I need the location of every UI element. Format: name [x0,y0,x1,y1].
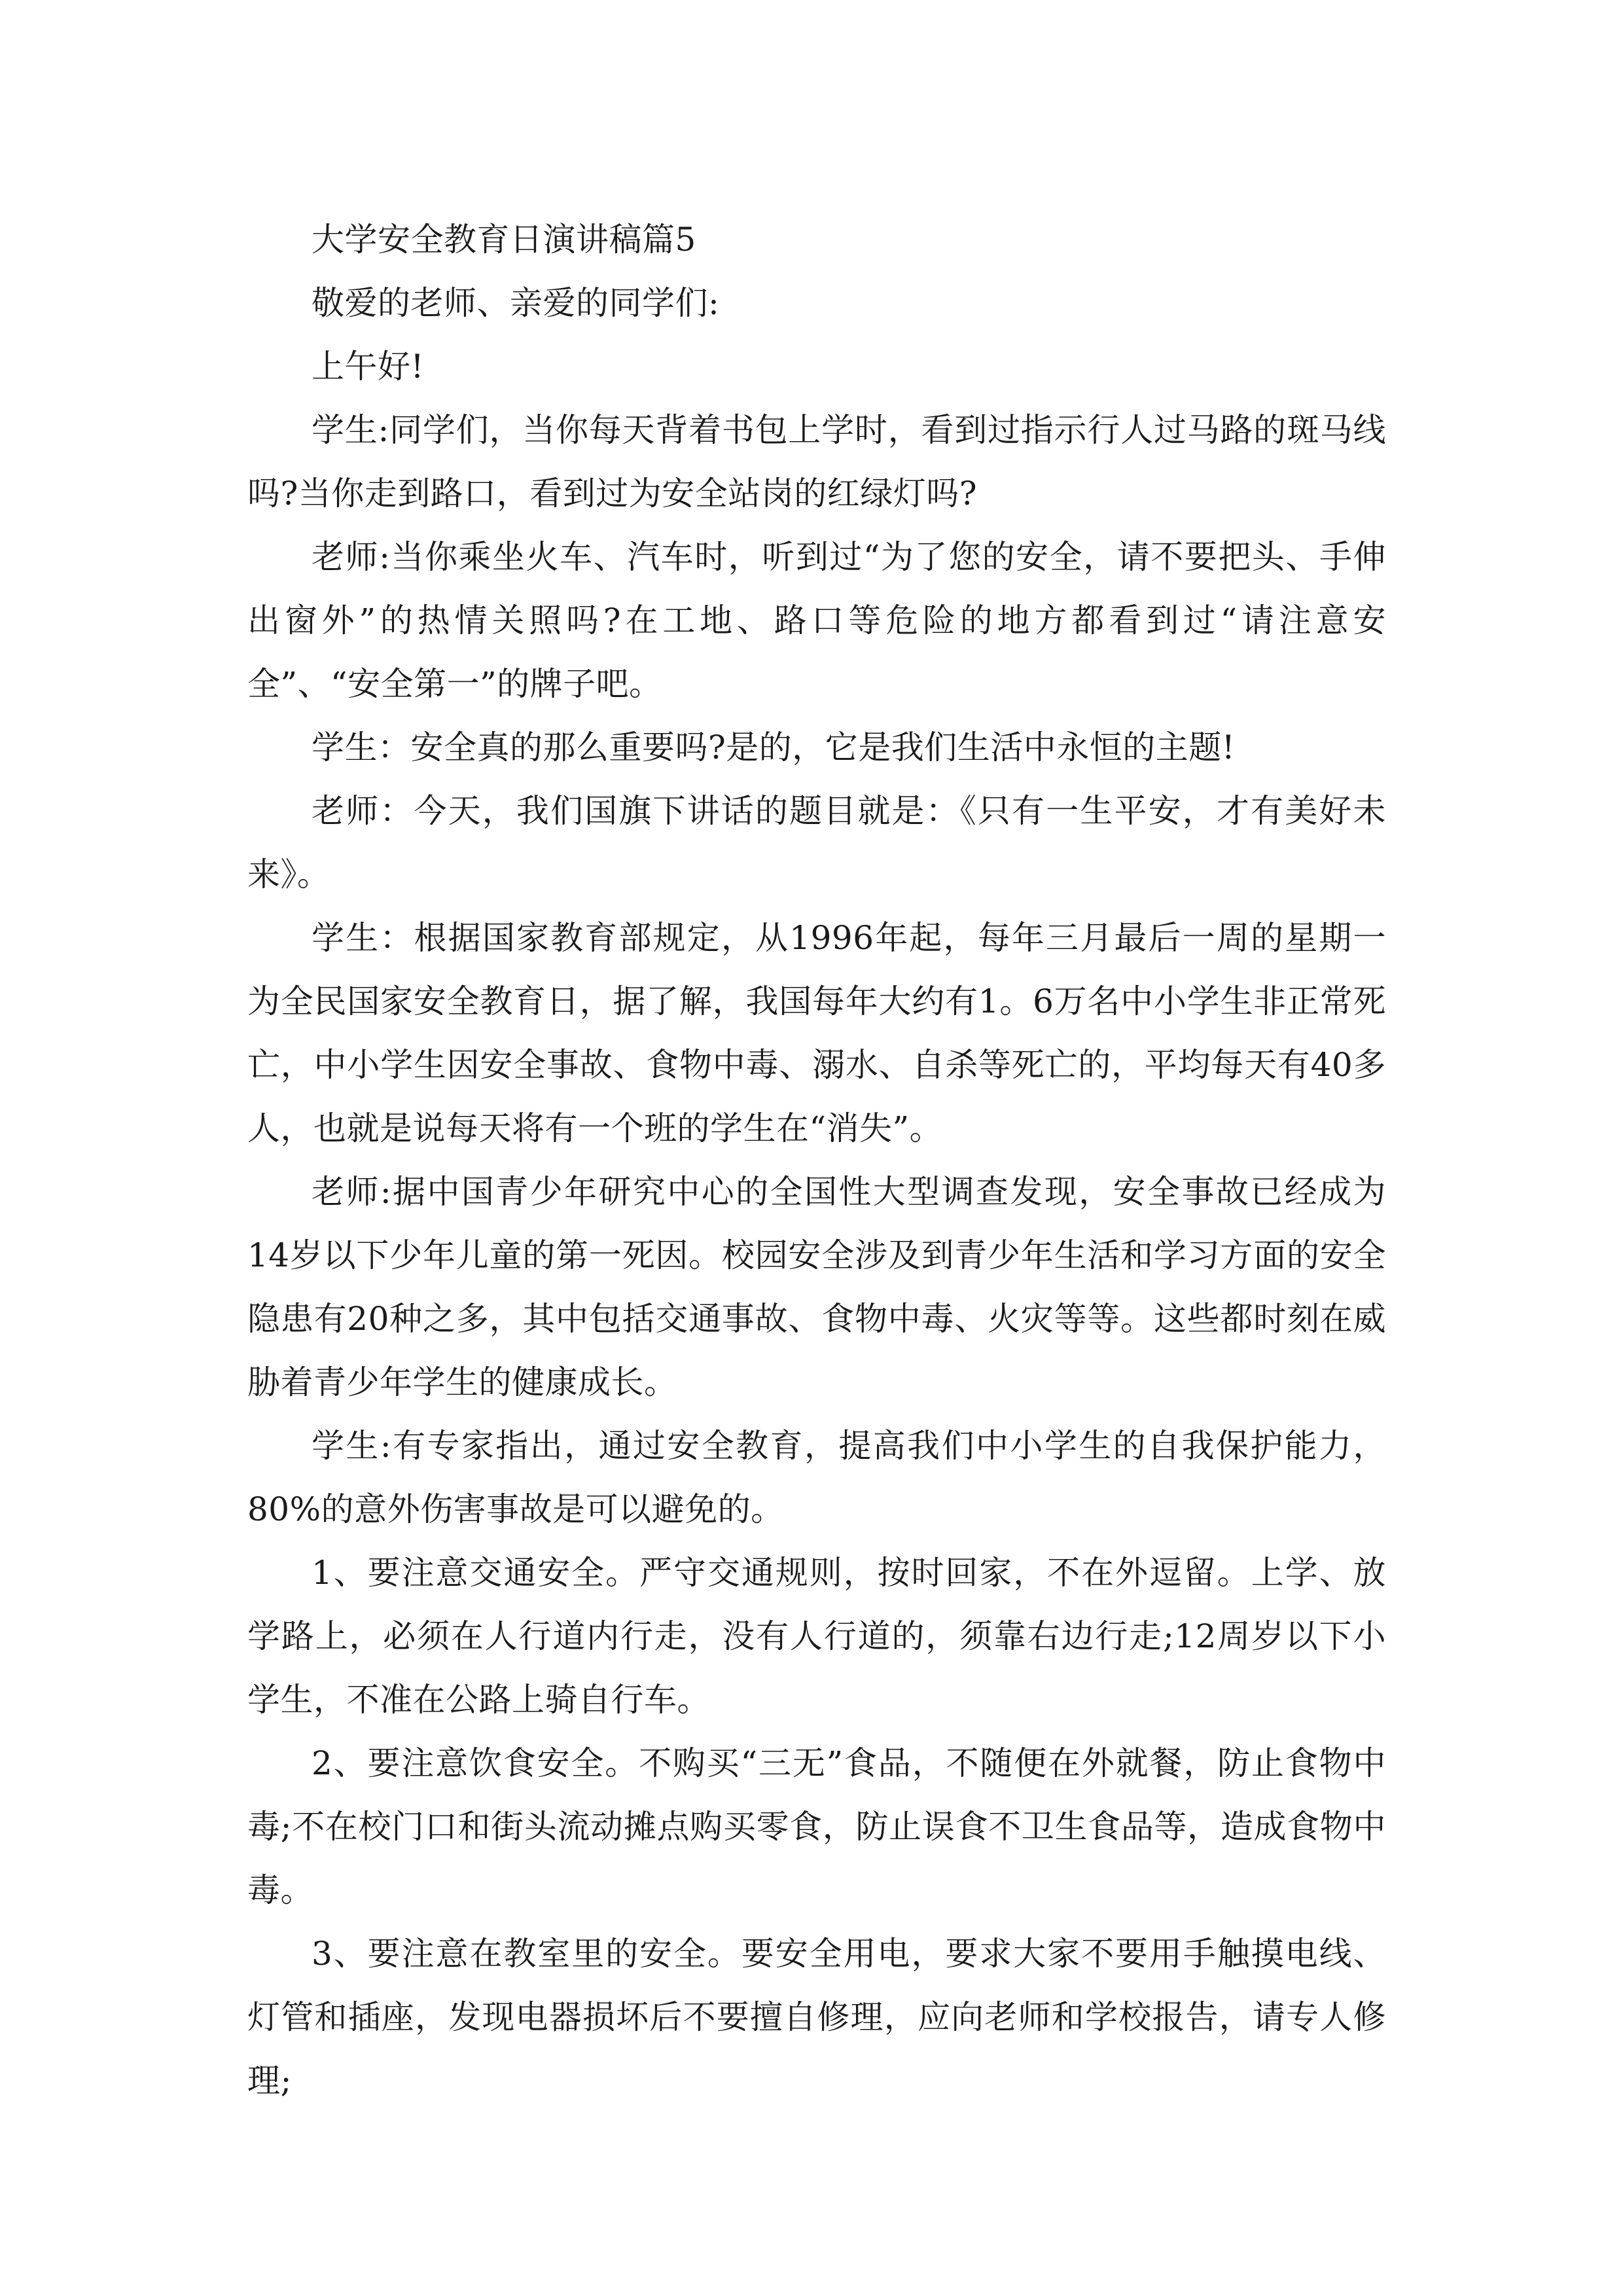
paragraph: 学生：安全真的那么重要吗?是的，它是我们生活中永恒的主题! [312,728,1236,766]
paragraph: 老师:据中国青少年研究中心的全国性大型调查发现，安全事故已经成为14岁以下少年儿童的第一死因。校园安全涉及到青少年生活和学习方面的安全隐患有20种之多，其中包括交通事故、食物中毒、火灾等等。这些都时刻在威胁着青少年学生的健康成长。 [247,1173,1386,1401]
document-body [247,208,1386,2113]
paragraph: 学生:同学们，当你每天背着书包上学时，看到过指示行人过马路的斑马线吗?当你走到路口，看到过为安全站岗的红绿灯吗? [247,411,1386,512]
salutation-line: 上午好! [312,348,425,386]
greeting-line: 敬爱的老师、亲爱的同学们: [312,284,720,322]
list-item: 1、要注意交通安全。严守交通规则，按时回家，不在外逗留。上学、放学路上，必须在人行道内行走，没有人行道的，须靠右边行走;12周岁以下小学生，不准在公路上骑自行车。 [247,1554,1386,1719]
list-item: 2、要注意饮食安全。不购买“三无”食品，不随便在外就餐，防止食物中毒;不在校门口和街头流动摊点购买零食，防止误食不卫生食品等，造成食物中毒。 [247,1744,1386,1909]
paragraph: 学生：根据国家教育部规定，从1996年起，每年三月最后一周的星期一为全民国家安全教育日，据了解，我国每年大约有1。6万名中小学生非正常死亡，中小学生因安全事故、食物中毒、溺水、自杀等死亡的，平均每天有40多人，也就是说每天将有一个班的学生在“消失”。 [247,919,1386,1147]
paragraph: 老师:当你乘坐火车、汽车时，听到过“为了您的安全，请不要把头、手伸出窗外”的热情关照吗?在工地、路口等危险的地方都看到过“请注意安全”、“安全第一”的牌子吧。 [247,538,1386,703]
paragraph: 老师：今天，我们国旗下讲话的题目就是：《只有一生平安，才有美好未来》。 [247,792,1386,893]
document-title: 大学安全教育日演讲稿篇5 [312,221,696,259]
list-item: 3、要注意在教室里的安全。要安全用电，要求大家不要用手触摸电线、灯管和插座，发现电器损坏后不要擅自修理，应向老师和学校报告，请专人修理; [247,1935,1386,2100]
paragraph: 学生:有专家指出，通过安全教育，提高我们中小学生的自我保护能力，80%的意外伤害事故是可以避免的。 [247,1427,1386,1528]
